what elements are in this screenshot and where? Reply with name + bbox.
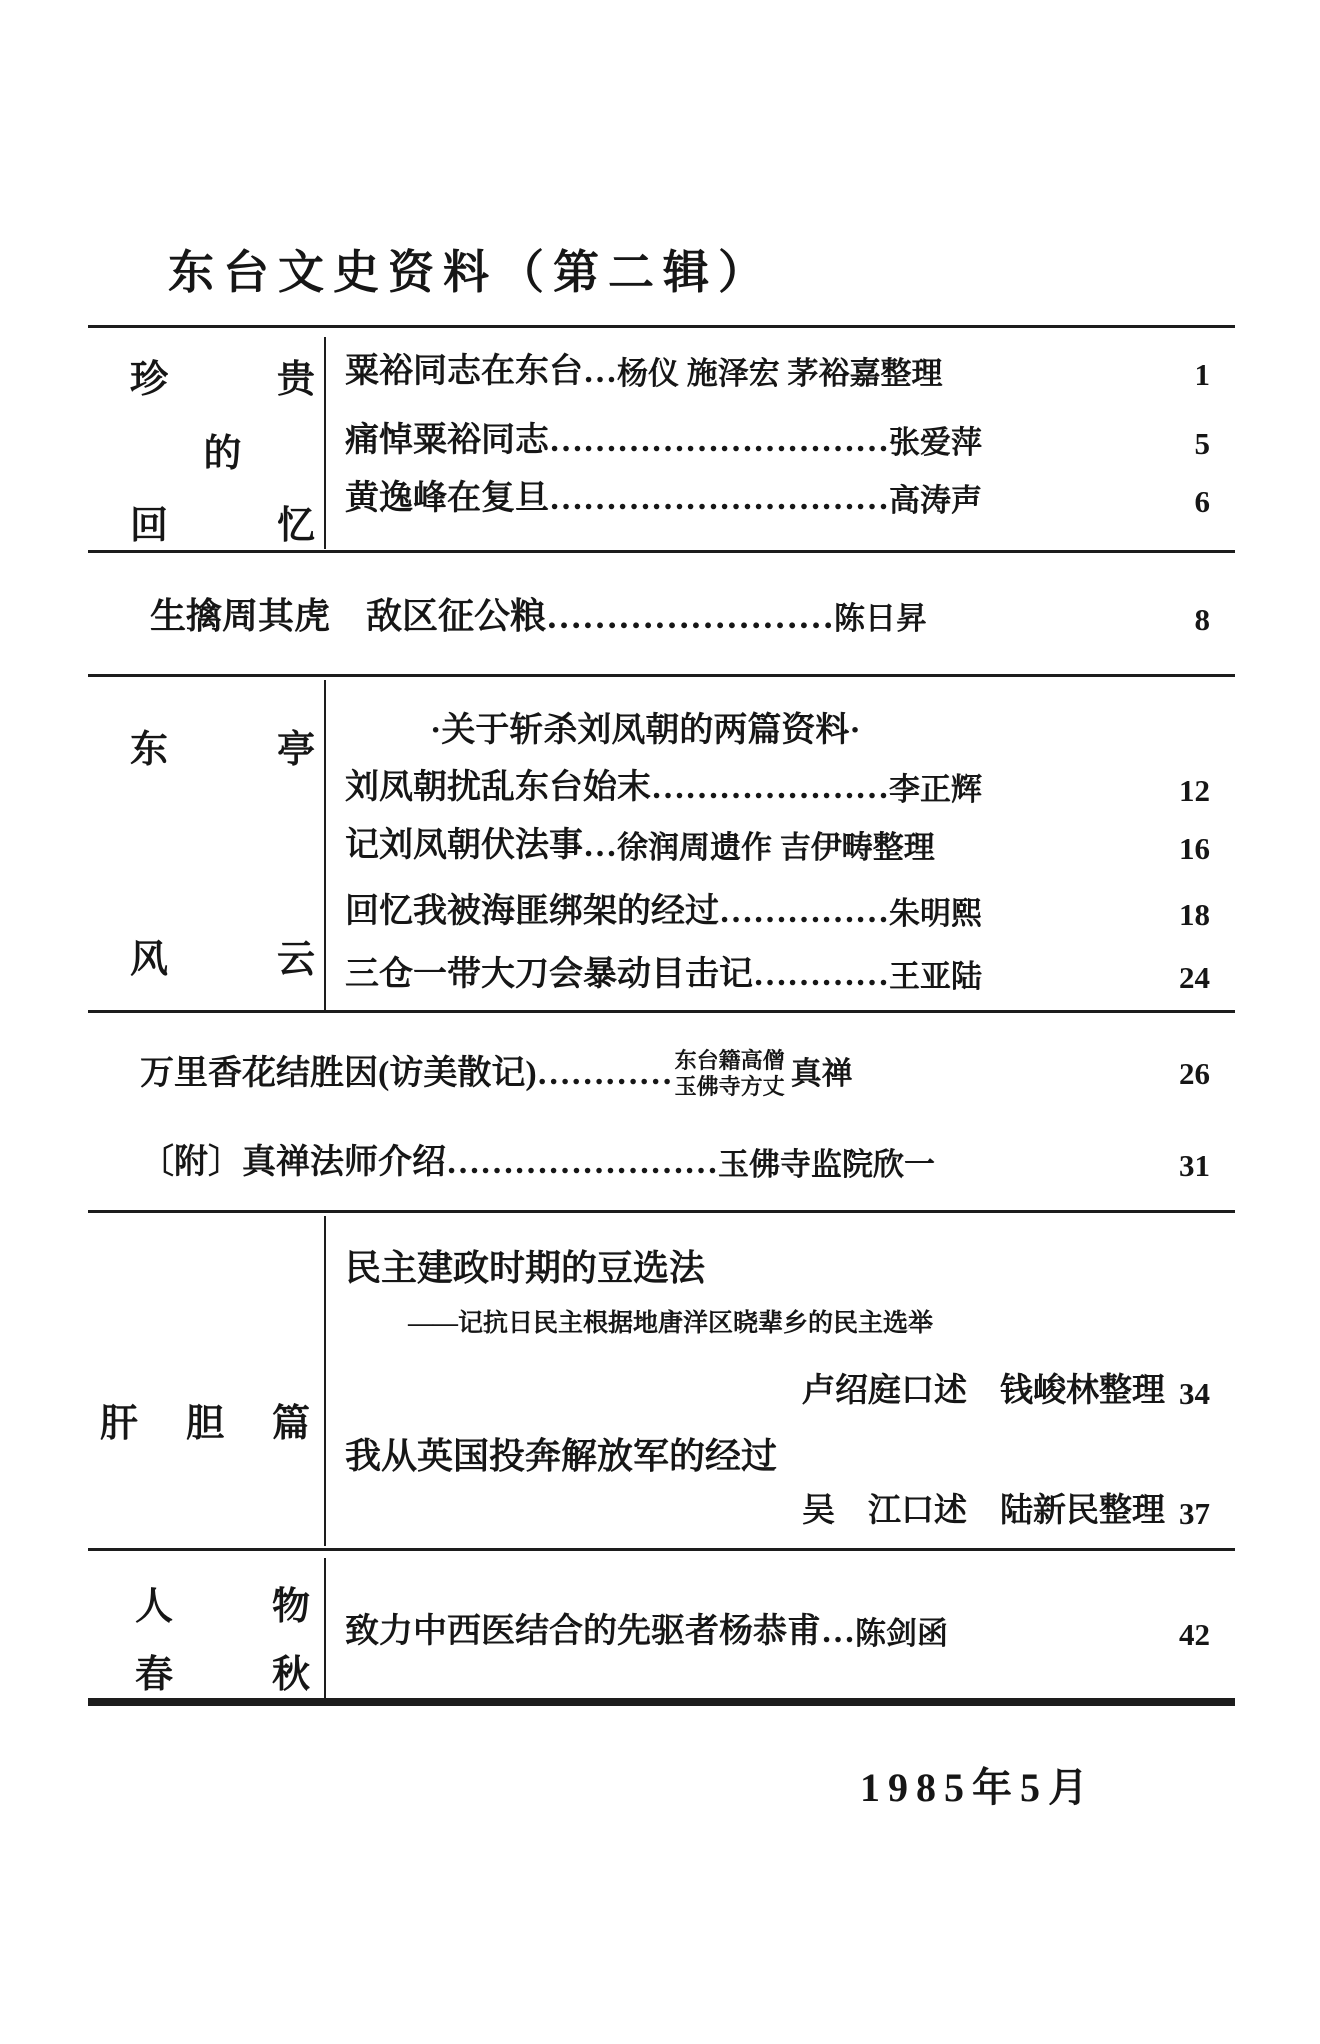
- section-label: [130, 928, 315, 983]
- entry-title: 记刘凤朝伏法事…: [345, 827, 617, 864]
- horizontal-rule: [88, 550, 1235, 553]
- entry-title: 三仓一带大刀会暴动目击记…………: [345, 956, 889, 993]
- section-label-char: 的: [203, 433, 242, 475]
- vertical-divider: [324, 1558, 326, 1698]
- entry-author: 真禅: [790, 1055, 853, 1091]
- section-label: [135, 1575, 310, 1630]
- section-label-char: 忆: [276, 505, 315, 547]
- section-label: [130, 718, 315, 773]
- section-label: [130, 348, 315, 403]
- entry-subtitle: ——记抗日民主根据地唐洋区晓辈乡的民主选举: [408, 1310, 934, 1337]
- horizontal-rule: [88, 325, 1235, 328]
- section-label-char: 人: [135, 1586, 174, 1628]
- toc-entry: [345, 826, 1210, 867]
- entry-page: 31: [1179, 1147, 1210, 1183]
- vertical-divider: [324, 1216, 326, 1546]
- horizontal-rule: [88, 1698, 1235, 1706]
- section-label-char: 风: [130, 939, 169, 981]
- entry-author: 徐润周遗作 吉伊畴整理: [617, 829, 935, 865]
- entry-title: 万里香花结胜因(访美散记)…………: [140, 1054, 673, 1092]
- entry-author: 玉佛寺监院欣一: [718, 1146, 935, 1182]
- vertical-divider: [324, 337, 326, 549]
- toc-entry: [345, 421, 1210, 462]
- entry-title: 刘凤朝扰乱东台始末…………………: [345, 769, 889, 806]
- vertical-divider: [324, 680, 326, 1010]
- entry-page: 18: [1179, 896, 1210, 932]
- section-label-char: 回: [130, 505, 169, 547]
- entry-author: 王亚陆: [889, 958, 982, 994]
- affiliation-line: 东台籍高僧: [674, 1048, 785, 1073]
- entry-author: 李正辉: [889, 771, 982, 807]
- entry-title: 粟裕同志在东台…: [345, 353, 617, 390]
- section-label-char: 胆: [185, 1403, 224, 1445]
- entry-page: 5: [1194, 425, 1210, 461]
- entry-page: 16: [1179, 830, 1210, 866]
- entry-page: 34: [1179, 1376, 1210, 1412]
- section-label-char: 物: [271, 1586, 310, 1628]
- entry-page: 24: [1179, 959, 1210, 995]
- toc-entry: [150, 595, 1210, 638]
- section-label-char: 秋: [271, 1654, 310, 1696]
- horizontal-rule: [88, 674, 1235, 677]
- entry-page: 6: [1194, 483, 1210, 519]
- entry-page: 37: [1179, 1496, 1210, 1532]
- entry-title: 痛悼粟裕同志…………………………: [345, 422, 889, 459]
- toc-entry: [345, 1492, 1210, 1533]
- horizontal-rule: [88, 1548, 1235, 1551]
- entry-author: 陈剑函: [855, 1615, 948, 1651]
- section-label-char: 东: [130, 729, 169, 771]
- entry-author: 吴 江口述 陆新民整理: [802, 1493, 1165, 1529]
- entry-author: 张爱萍: [889, 424, 982, 460]
- toc-entry: [345, 1612, 1210, 1653]
- entry-page: 42: [1179, 1616, 1210, 1652]
- section-label-char: 贵: [276, 359, 315, 401]
- toc-entry: [345, 479, 1210, 520]
- toc-entry: [345, 768, 1210, 809]
- entry-author: 杨仪 施泽宏 茅裕嘉整理: [617, 355, 943, 391]
- section-label-char: 春: [135, 1654, 174, 1696]
- toc-entry: [140, 1048, 1210, 1100]
- section-heading: ·关于斩杀刘凤朝的两篇资料·: [430, 712, 861, 749]
- entry-title: 致力中西医结合的先驱者杨恭甫…: [345, 1613, 855, 1650]
- entry-title: 民主建政时期的豆选法: [345, 1248, 706, 1288]
- entry-title: 〔附〕真禅法师介绍……………………: [140, 1144, 718, 1181]
- section-label-char: 亭: [276, 729, 315, 771]
- affiliation-line: 玉佛寺方丈: [674, 1073, 785, 1099]
- entry-page: 26: [1179, 1056, 1210, 1092]
- entry-title: 黄逸峰在复旦…………………………: [345, 480, 889, 517]
- horizontal-rule: [88, 1210, 1235, 1213]
- section-label-char: 肝: [100, 1403, 139, 1445]
- section-label-char: 云: [276, 939, 315, 981]
- section-label: [135, 1643, 310, 1698]
- entry-title: 回忆我被海匪绑架的经过……………: [345, 893, 889, 930]
- toc-entry: [345, 1372, 1210, 1413]
- entry-author: 陈日昇: [834, 601, 928, 636]
- section-label-char: 珍: [130, 359, 169, 401]
- entry-author: 朱明熙: [889, 895, 982, 931]
- toc-entry: [345, 352, 1210, 393]
- entry-title: 生擒周其虎 敌区征公粮……………………: [150, 596, 835, 636]
- entry-author: 卢绍庭口述 钱峻林整理: [802, 1373, 1165, 1409]
- toc-entry: [345, 955, 1210, 996]
- toc-entry: [345, 892, 1210, 933]
- entry-author-affiliation: [675, 1048, 785, 1100]
- entry-author: 高涛声: [889, 482, 982, 518]
- toc-entry: [140, 1143, 1210, 1184]
- section-label: [130, 494, 315, 549]
- publication-date: 1985年5月: [860, 1765, 1096, 1810]
- entry-page: 1: [1194, 356, 1210, 392]
- section-label: [100, 1392, 310, 1447]
- entry-page: 12: [1179, 772, 1210, 808]
- horizontal-rule: [88, 1010, 1235, 1013]
- entry-title: 我从英国投奔解放军的经过: [345, 1436, 778, 1476]
- page-title: 东台文史资料（第二辑）: [168, 247, 773, 298]
- section-label-char: 篇: [271, 1403, 310, 1445]
- entry-page: 8: [1194, 602, 1210, 637]
- section-label: [130, 422, 315, 477]
